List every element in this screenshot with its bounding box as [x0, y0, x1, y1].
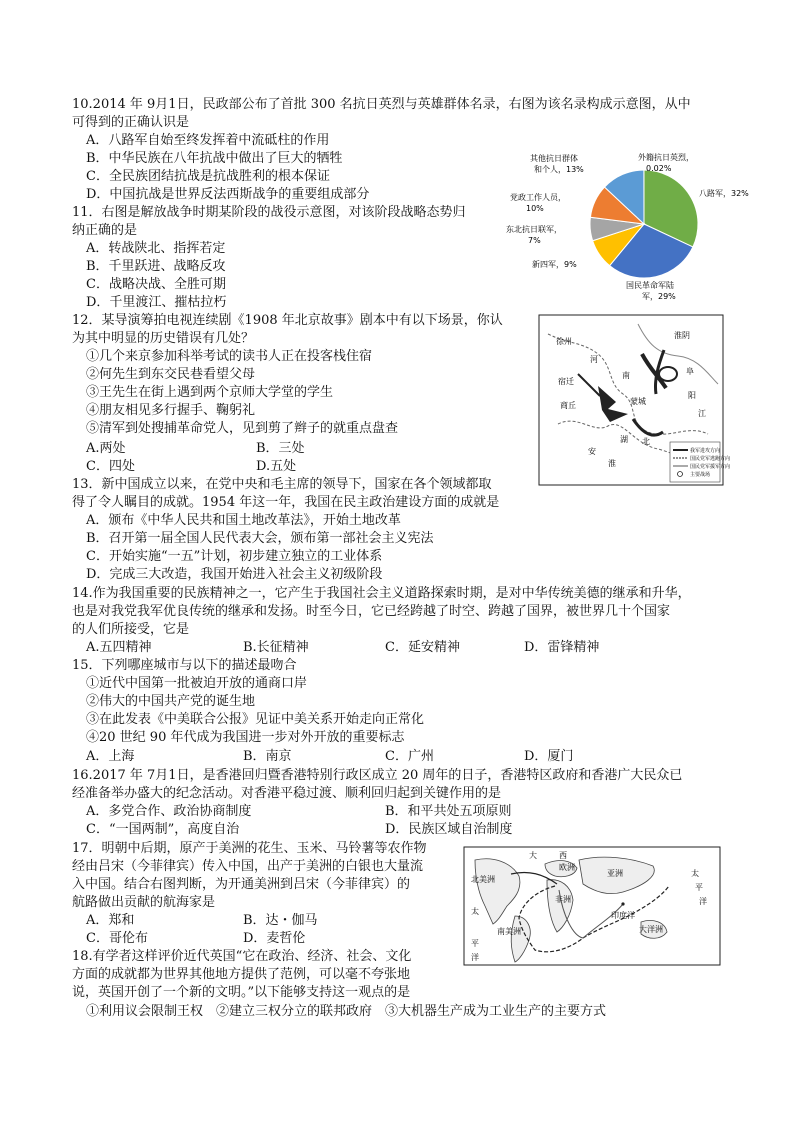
q11-option-a: A．转战陕北、指挥若定	[86, 241, 226, 256]
q14-option-c: C．延安精神	[385, 640, 460, 655]
q13-option-d: D．完成三大改造，我国开始进入社会主义初级阶段	[86, 567, 383, 582]
map1-place-yang: 阳	[688, 391, 696, 400]
q12-option-d: D.五处	[256, 459, 297, 474]
q16-stem-line2: 经准备举办盛大的纪念活动。对香港平稳过渡、顺利回归起到关键作用的是	[72, 786, 502, 801]
map2-label-12: 大洋洲	[639, 925, 663, 934]
pie-label-new-fourth: 新四军，9%	[532, 260, 577, 269]
q11-option-d: D．千里渡江、摧枯拉朽	[86, 295, 227, 310]
map2-label-2: 北美洲	[471, 875, 495, 884]
q16-option-b: B．和平共处五项原则	[385, 804, 512, 819]
map1-legend-3: 国民党军援军方向	[690, 464, 731, 470]
map1-place-shangqiu: 商丘	[560, 401, 576, 410]
q12-stem-line2: 为其中明显的历史错误有几处？	[72, 331, 255, 346]
battle-campaign-map	[538, 314, 731, 486]
pie-label-foreign-2: 0.02%	[646, 164, 672, 173]
pie-label-eighth-route: 八路军，32%	[699, 189, 749, 198]
q15-item-4: ④20 世纪 90 年代成为我国进一步对外开放的重要标志	[86, 730, 405, 745]
q12-option-a: A.两处	[86, 441, 126, 456]
q12-stem-line1: 12．某导演筹拍电视连续剧《1908 年北京故事》剧本中有以下场景，你认	[72, 313, 503, 328]
roster-composition-pie-chart	[496, 146, 756, 304]
q10-stem-line2: 可得到的正确认识是	[72, 115, 190, 130]
q17-option-a: A．郑和	[86, 913, 135, 928]
map1-place-nan: 南	[622, 371, 630, 380]
q17-stem-line3: 入中国。结合右图判断，为开通美洲到吕宋（今菲律宾）的	[72, 877, 411, 892]
map1-place-huai: 淮	[608, 459, 616, 468]
q11-stem-line2: 纳正确的是	[72, 223, 138, 238]
q15-item-2: ②伟大的中国共产党的诞生地	[86, 694, 256, 709]
map1-place-fu: 阜	[686, 367, 694, 376]
q14-option-d: D．雷锋精神	[524, 640, 600, 655]
map2-label-8: 太	[471, 907, 479, 916]
q12-item-2: ②何先生到东交民巷看望父母	[86, 367, 256, 382]
map2-label-4: 欧洲	[559, 863, 575, 872]
pie-label-others-1: 其他抗日群体	[530, 154, 578, 163]
q12-item-3: ③王先生在街上遇到两个京师大学堂的学生	[86, 385, 334, 400]
q15-stem: 15．下列哪座城市与以下的描述最吻合	[72, 658, 297, 673]
pie-label-foreign-1: 外籍抗日英烈，	[638, 153, 694, 162]
q15-option-a: A．上海	[86, 749, 135, 764]
q17-stem-line1: 17．明朝中后期，原产于美洲的花生、玉米、马铃薯等农作物	[72, 841, 427, 856]
q14-option-a: A.五四精神	[86, 640, 152, 655]
q17-option-d: D．麦哲伦	[243, 931, 306, 946]
map2-label-5: 亚洲	[607, 869, 623, 878]
pie-label-nra-1: 国民革命军陆	[626, 281, 674, 290]
q15-option-c: C．广州	[385, 749, 434, 764]
q17-option-c: C．哥伦布	[86, 931, 148, 946]
map1-place-an: 安	[588, 447, 596, 456]
map2-label-1: 大	[529, 851, 537, 860]
map1-place-jiang: 江	[698, 409, 706, 418]
q14-stem-line3: 的人们所接受，它是	[72, 622, 190, 637]
q17-stem-line4: 航路做出贡献的航海家是	[72, 895, 216, 910]
q10-option-d: D．中国抗战是世界反法西斯战争的重要组成部分	[86, 187, 370, 202]
q18-items: ①利用议会限制王权 ②建立三权分立的联邦政府 ③大机器生产成为工业生产的主要方式	[86, 1004, 607, 1019]
map1-place-bei: 北	[642, 437, 650, 446]
map2-label-15: 洋	[471, 953, 479, 962]
map1-place-xuzhou: 徐州	[556, 337, 572, 346]
q14-option-b: B.长征精神	[243, 640, 309, 655]
map1-place-suqian: 宿迁	[558, 377, 574, 386]
q15-item-3: ③在此发表《中美联合公报》见证中美关系开始走向正常化	[86, 712, 425, 727]
map1-place-hu: 湖	[620, 435, 628, 444]
pie-label-others-2: 和个人，13%	[534, 165, 584, 174]
q12-item-4: ④朋友相见多行握手、鞠躬礼	[86, 403, 256, 418]
q17-option-b: B．达・伽马	[243, 913, 318, 928]
q10-option-c: C．全民族团结抗战是抗战胜利的根本保证	[86, 169, 330, 184]
q16-option-d: D．民族区域自治制度	[385, 822, 513, 837]
q16-option-a: A．多党合作、政治协商制度	[86, 804, 252, 819]
q11-stem-line1: 11．右图是解放战争时期某阶段的战役示意图，对该阶段战略态势归	[72, 205, 466, 220]
pie-label-northeast-1: 东北抗日联军，	[506, 225, 562, 234]
map2-label-3: 西	[559, 851, 567, 860]
pie-slices	[590, 170, 698, 278]
q17-stem-line2: 经由吕宋（今菲律宾）传入中国，出产于美洲的白银也大量流	[72, 859, 424, 874]
q12-option-b: B．三处	[256, 441, 305, 456]
q13-option-a: A．颁布《中华人民共和国土地改革法》，开始土地改革	[86, 513, 401, 528]
q10-stem-line1: 10.2014 年 9月1日，民政部公布了首批 300 名抗日英烈与英雄群体名录，右图为该名录构成示意图，从中	[72, 97, 691, 112]
map1-legend-2: 国民党军逃跑方向	[690, 456, 731, 462]
q12-item-5: ⑤清军到处搜捕革命党人，见到剪了辫子的就重点盘查	[86, 421, 399, 436]
map2-label-14: 平	[471, 939, 479, 948]
q10-option-b: B．中华民族在八年抗战中做出了巨大的牺牲	[86, 151, 343, 166]
q14-stem-line1: 14.作为我国重要的民族精神之一，它产生于我国社会主义道路探索时期，是对中华传统美德的继承和升华，	[72, 586, 691, 601]
q14-stem-line2: 也是对我党我军优良传统的继承和发扬。时至今日，它已经跨越了时空、跨越了国界，被世界几十个国家	[72, 604, 671, 619]
map1-place-he: 河	[590, 355, 598, 364]
map2-label-7: 平	[695, 883, 703, 892]
q13-stem-line1: 13．新中国成立以来，在党中央和毛主席的领导下，国家在各个领域都取	[72, 477, 492, 492]
pie-label-nra-2: 军，29%	[642, 292, 676, 301]
voyage-routes-world-map	[463, 846, 721, 966]
pie-label-party-1: 党政工作人员，	[510, 193, 566, 202]
q11-option-c: C．战略决战、全胜可期	[86, 277, 226, 292]
q12-item-1: ①几个来京参加科举考试的读书人正在投客栈住宿	[86, 349, 373, 364]
q11-option-b: B．千里跃进、战略反攻	[86, 259, 226, 274]
q15-option-d: D．厦门	[524, 749, 574, 764]
map2-label-6: 太	[691, 869, 699, 878]
q13-option-c: C．开始实施“一五”计划，初步建立独立的工业体系	[86, 549, 383, 564]
map2-label-11: 南美洲	[497, 927, 521, 936]
q16-option-c: C．“一国两制”，高度自治	[86, 822, 240, 837]
q16-stem-line1: 16.2017 年 7月1日，是香港回归暨香港特别行政区成立 20 周年的日子，香港特区政府和香港广大民众已	[72, 768, 683, 783]
q15-option-b: B．南京	[243, 749, 292, 764]
map1-place-huaiyin: 淮阴	[674, 331, 690, 340]
q18-stem-line2: 方面的成就都为世界其他地方提供了范例，可以毫不夸张地	[72, 967, 411, 982]
pie-label-party-2: 10%	[526, 204, 544, 213]
q18-stem-line3: 说，英国开创了一个新的文明。”以下能够支持这一观点的是	[72, 985, 411, 1000]
map1-legend-1: 我军进攻方向	[690, 448, 721, 454]
q18-stem-line1: 18.有学者这样评价近代英国“它在政治、经济、社会、文化	[72, 949, 412, 964]
map1-legend-4: 主要战场	[690, 472, 711, 478]
q13-stem-line2: 得了令人瞩目的成就。1954 年这一年，我国在民主政治建设方面的成就是	[72, 495, 500, 510]
q10-option-a: A．八路军自始至终发挥着中流砥柱的作用	[86, 133, 330, 148]
map2-label-9: 非洲	[555, 895, 571, 904]
map2-label-13: 洋	[699, 897, 707, 906]
map1-place-mengcheng: 蒙城	[630, 397, 646, 406]
pie-label-northeast-2: 7%	[528, 236, 541, 245]
q12-option-c: C．四处	[86, 459, 135, 474]
q15-item-1: ①近代中国第一批被迫开放的通商口岸	[86, 676, 308, 691]
map2-label-10: 印度洋	[611, 911, 635, 920]
q13-option-b: B．召开第一届全国人民代表大会，颁布第一部社会主义宪法	[86, 531, 434, 546]
